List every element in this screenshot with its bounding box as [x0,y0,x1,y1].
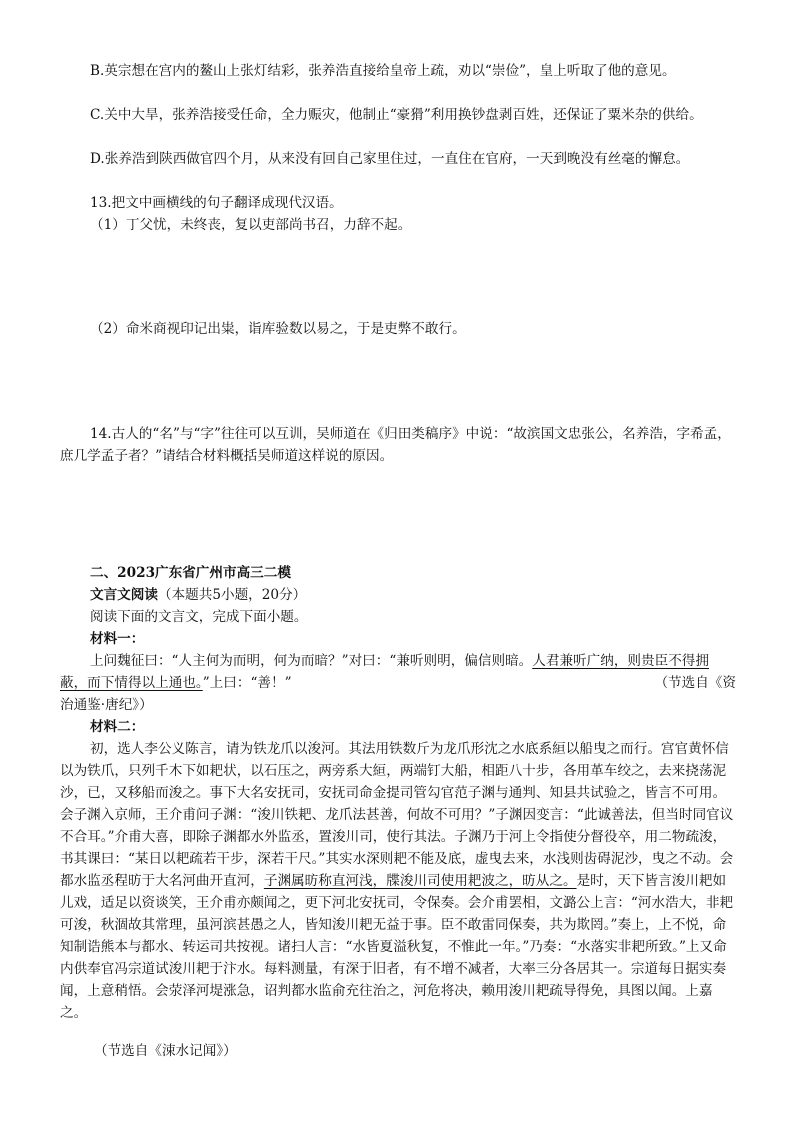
material-1-source-b: 治通鉴·唐纪》） [60,697,153,713]
subheading-score: （本题共5小题，20分） [157,587,307,603]
material-1-text-b: ”上曰：“善！” [202,675,292,691]
material-1-text-a: 上问魏征曰：“人主何为而明，何为而暗？”对曰：“兼听则明，偏信则暗。 [90,653,533,669]
material-1-source-a: （节选自《资 [654,675,736,691]
section-subheading [60,584,736,606]
material-2-text-a: 初，选人李公义陈言，请为铁龙爪以浚河。其法用铁数斤为龙爪形沈之水底系絙以船曳之而行。宫官黄怀信以为铁爪，只列千木下如耙状，以石压之，两旁系大絙，两端钉大船，相距八十步，各用革车绞之，去来挠荡泥沙，已，又移船而浚之。事下大名安抚司，安抚司命金提司管勾官范子渊与通判、知县共试验之，皆言不可用。会子渊入京师，王介甫问子渊：“浚川铁耙、龙爪法甚善，何故不可用？”子渊因变言：“此诚善法，但当时同官议不合耳。”介甫大喜，即除子渊都水外监丞，置浚川司，使行其法。子渊乃于河上令指使分督役卒，用二物疏浚，书其课曰：“某日以耙疏若干步，深若干尺。”其实水深则耙不能及底，虚曳去来，水浅则齿碍泥沙，曳之不动。会都水监丞程昉于大名河曲开直河， [60,741,734,889]
reading-instruction: 阅读下面的文言文，完成下面小题。 [90,609,308,625]
material-2-underlined: 子渊属昉称直河浅，牒浚川司使用耙波之，昉从之。 [263,873,577,889]
option-b: B.英宗想在宫内的鳌山上张灯结彩，张养浩直接给皇帝上疏，劝以“崇俭”，皇上听取了他的意见。 [90,63,676,79]
option-c: C.关中大旱，张养浩接受任命，全力赈灾，他制止“豪猾”利用换钞盘剥百姓，还保证了粟米杂的供给。 [90,107,703,123]
material-2-text [60,738,736,1024]
subheading-title: 文言文阅读 [90,587,158,603]
option-d: D.张养浩到陕西做官四个月，从来没有回自己家里住过，一直住在官府，一天到晚没有丝毫的懈怠。 [90,151,690,167]
material-2-source: （节选自《涑水记闻》） [94,1043,237,1059]
material-1-label: 材料一： [90,631,145,647]
question-13-sentence-1: （1）丁父忧，未终丧，复以吏部尚书召，力辞不起。 [90,217,412,233]
material-2-text-b: 是时，天下皆言浚川耙如儿戏，适足以资谈笑，王介甫亦颇闻之，更下河北安抚司，令保奏。会介甫罢相，文潞公上言：“河水浩大，非耙可浚，秋涸故其常理，虽河滨甚愚之人，皆知浚川耙无益于事。臣不敢雷同保奏，共为欺罔。”奏上，上不悦，命知制诰熊本与都水、转运司共按视。诸扫人言：“水皆夏溢秋复，不惟此一年。”乃奏：“水落实非耙所致。”上又命内供奉官冯宗道试浚川耙于汴水。每料测量，有深于旧者，有不增不减者，大率三分各居其一。宗道每日据实奏闻，上意稍悟。会荥泽河堤涨急，诏判都水监俞充往治之，河危将决，赖用浚川耙疏导得免，具图以闻。上嘉之。 [60,873,734,1021]
material-2-label: 材料二： [90,719,145,735]
material-1-underlined: 人君兼听广纳，则贵臣不得拥蔽，而下情得以上通也。 [60,653,709,691]
question-14: 14.古人的“名”与“字”往往可以互训，吴师道在《归田类稿序》中说：“故滨国文忠张公，名养浩，字希孟，庶几学孟子者？”请结合材料概括吴师道这样说的原因。 [60,426,731,464]
question-13-title: 13.把文中画横线的句子翻译成现代汉语。 [90,195,343,211]
section-heading: 二、2023广东省广州市高三二模 [90,565,291,581]
question-13-sentence-2: （2）命米商视印记出粜，诣库验数以易之，于是吏弊不敢行。 [90,321,466,337]
